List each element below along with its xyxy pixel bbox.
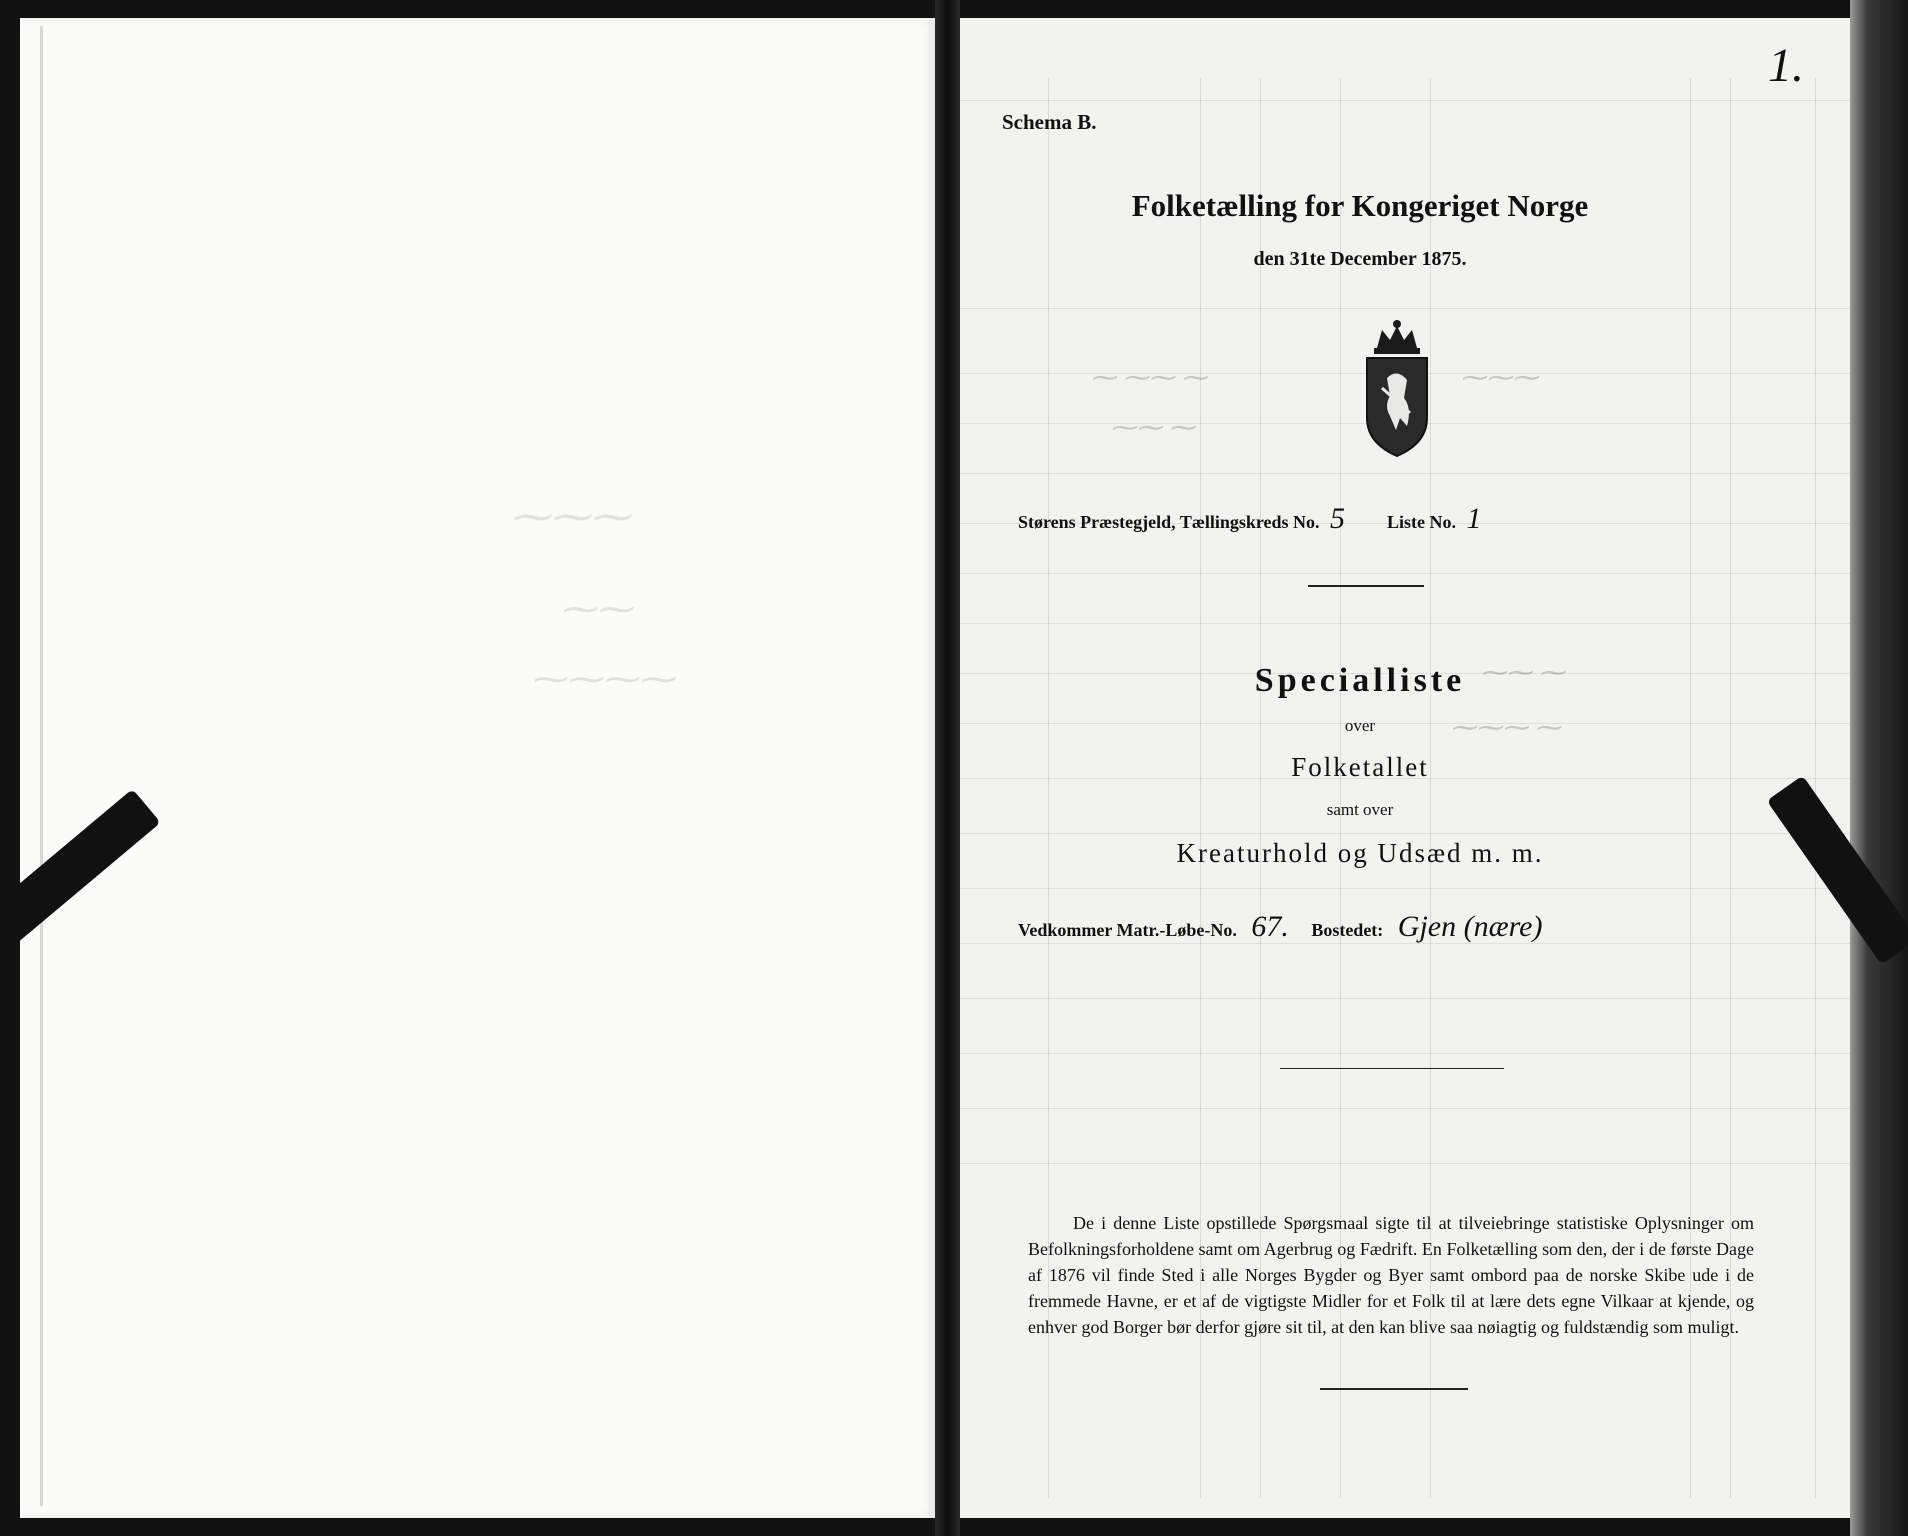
bleed-through-handwriting: ⁓⁓⁓ ⁓ bbox=[1450, 713, 1561, 742]
schema-label: Schema B. bbox=[1002, 110, 1097, 134]
bleed-through-mark: ⁓⁓⁓ bbox=[510, 494, 630, 539]
matrikkel-line bbox=[1018, 910, 1560, 944]
bleed-through-mark: ⁓⁓⁓⁓ bbox=[530, 659, 674, 699]
explanatory-note bbox=[1028, 1210, 1754, 1340]
page-number: 1. bbox=[1768, 39, 1804, 92]
form-subtitle: den 31te December 1875. bbox=[1253, 248, 1467, 270]
bleed-through-handwriting: ⁓ ⁓⁓ ⁓ bbox=[1090, 363, 1207, 392]
ghost-grid-line bbox=[960, 308, 1850, 309]
over-line: over bbox=[1344, 716, 1376, 735]
bleed-through-handwriting: ⁓⁓ ⁓ bbox=[1480, 658, 1565, 687]
divider-rule bbox=[1280, 1068, 1504, 1069]
list-label: Liste No. bbox=[1387, 512, 1457, 532]
specialliste-heading: Specialliste bbox=[1254, 662, 1466, 699]
ghost-grid-line bbox=[960, 1163, 1850, 1164]
district-label: Tællingskreds No. bbox=[1179, 512, 1320, 532]
matr-label: Vedkommer Matr.-Løbe-No. bbox=[1018, 920, 1237, 940]
form-title: Folketælling for Kongeriget Norge bbox=[1131, 188, 1589, 223]
samt-over-line: samt over bbox=[1326, 800, 1394, 819]
page-edge-line bbox=[40, 26, 43, 1506]
norwegian-coat-of-arms-icon bbox=[1352, 318, 1442, 458]
parish-label: Størens Præstegjeld, bbox=[1018, 512, 1176, 532]
bosted-value: Gjen (nære) bbox=[1397, 910, 1543, 943]
matr-number: 67. bbox=[1251, 910, 1289, 943]
divider-rule bbox=[1320, 1388, 1468, 1390]
ghost-grid-line bbox=[960, 998, 1850, 999]
book-gutter bbox=[935, 0, 960, 1536]
ghost-grid-line bbox=[1815, 78, 1816, 1498]
note-paragraph: De i denne Liste opstillede Spørgsmaal sigte til at tilveiebringe statistiske Oplysninger om Befolkningsforholdene samt om Agerbrug og Fædrift. En Folketælling som den, der i de første Dage af 1876 vil finde Sted i alle Norges Bygder og Byer samt ombord paa de norske Skibe ude i de fremmede Havne, er et af de vigtigste Midler for et Folk til at lære dets egne Vilkaar at kjende, og enhver god Borger bør derfor gjøre sit til, at den kan blive saa nøiagtig og fuldstændig som muligt. bbox=[1028, 1213, 1754, 1337]
ghost-grid-line bbox=[960, 100, 1850, 101]
blank-left-page bbox=[20, 18, 935, 1518]
book-right-edge bbox=[1850, 0, 1908, 1536]
district-line bbox=[1018, 502, 1488, 536]
bosted-label: Bostedet: bbox=[1311, 920, 1384, 940]
bleed-through-mark: ⁓⁓ bbox=[560, 589, 632, 629]
ghost-grid-line bbox=[960, 623, 1850, 624]
ghost-grid-line bbox=[960, 573, 1850, 574]
ghost-grid-line bbox=[960, 1053, 1850, 1054]
ghost-grid-line bbox=[960, 833, 1850, 834]
list-number: 1 bbox=[1466, 502, 1482, 535]
ghost-grid-line bbox=[960, 473, 1850, 474]
folketallet-line: Folketallet bbox=[1291, 752, 1429, 782]
ghost-grid-line bbox=[960, 888, 1850, 889]
bleed-through-handwriting: ⁓⁓ ⁓ bbox=[1110, 413, 1195, 442]
district-number: 5 bbox=[1330, 502, 1346, 535]
kreaturhold-line: Kreaturhold og Udsæd m. m. bbox=[1176, 838, 1544, 868]
bleed-through-handwriting: ⁓⁓⁓ bbox=[1460, 363, 1538, 392]
divider-rule bbox=[1308, 585, 1424, 587]
ghost-grid-line bbox=[960, 1108, 1850, 1109]
